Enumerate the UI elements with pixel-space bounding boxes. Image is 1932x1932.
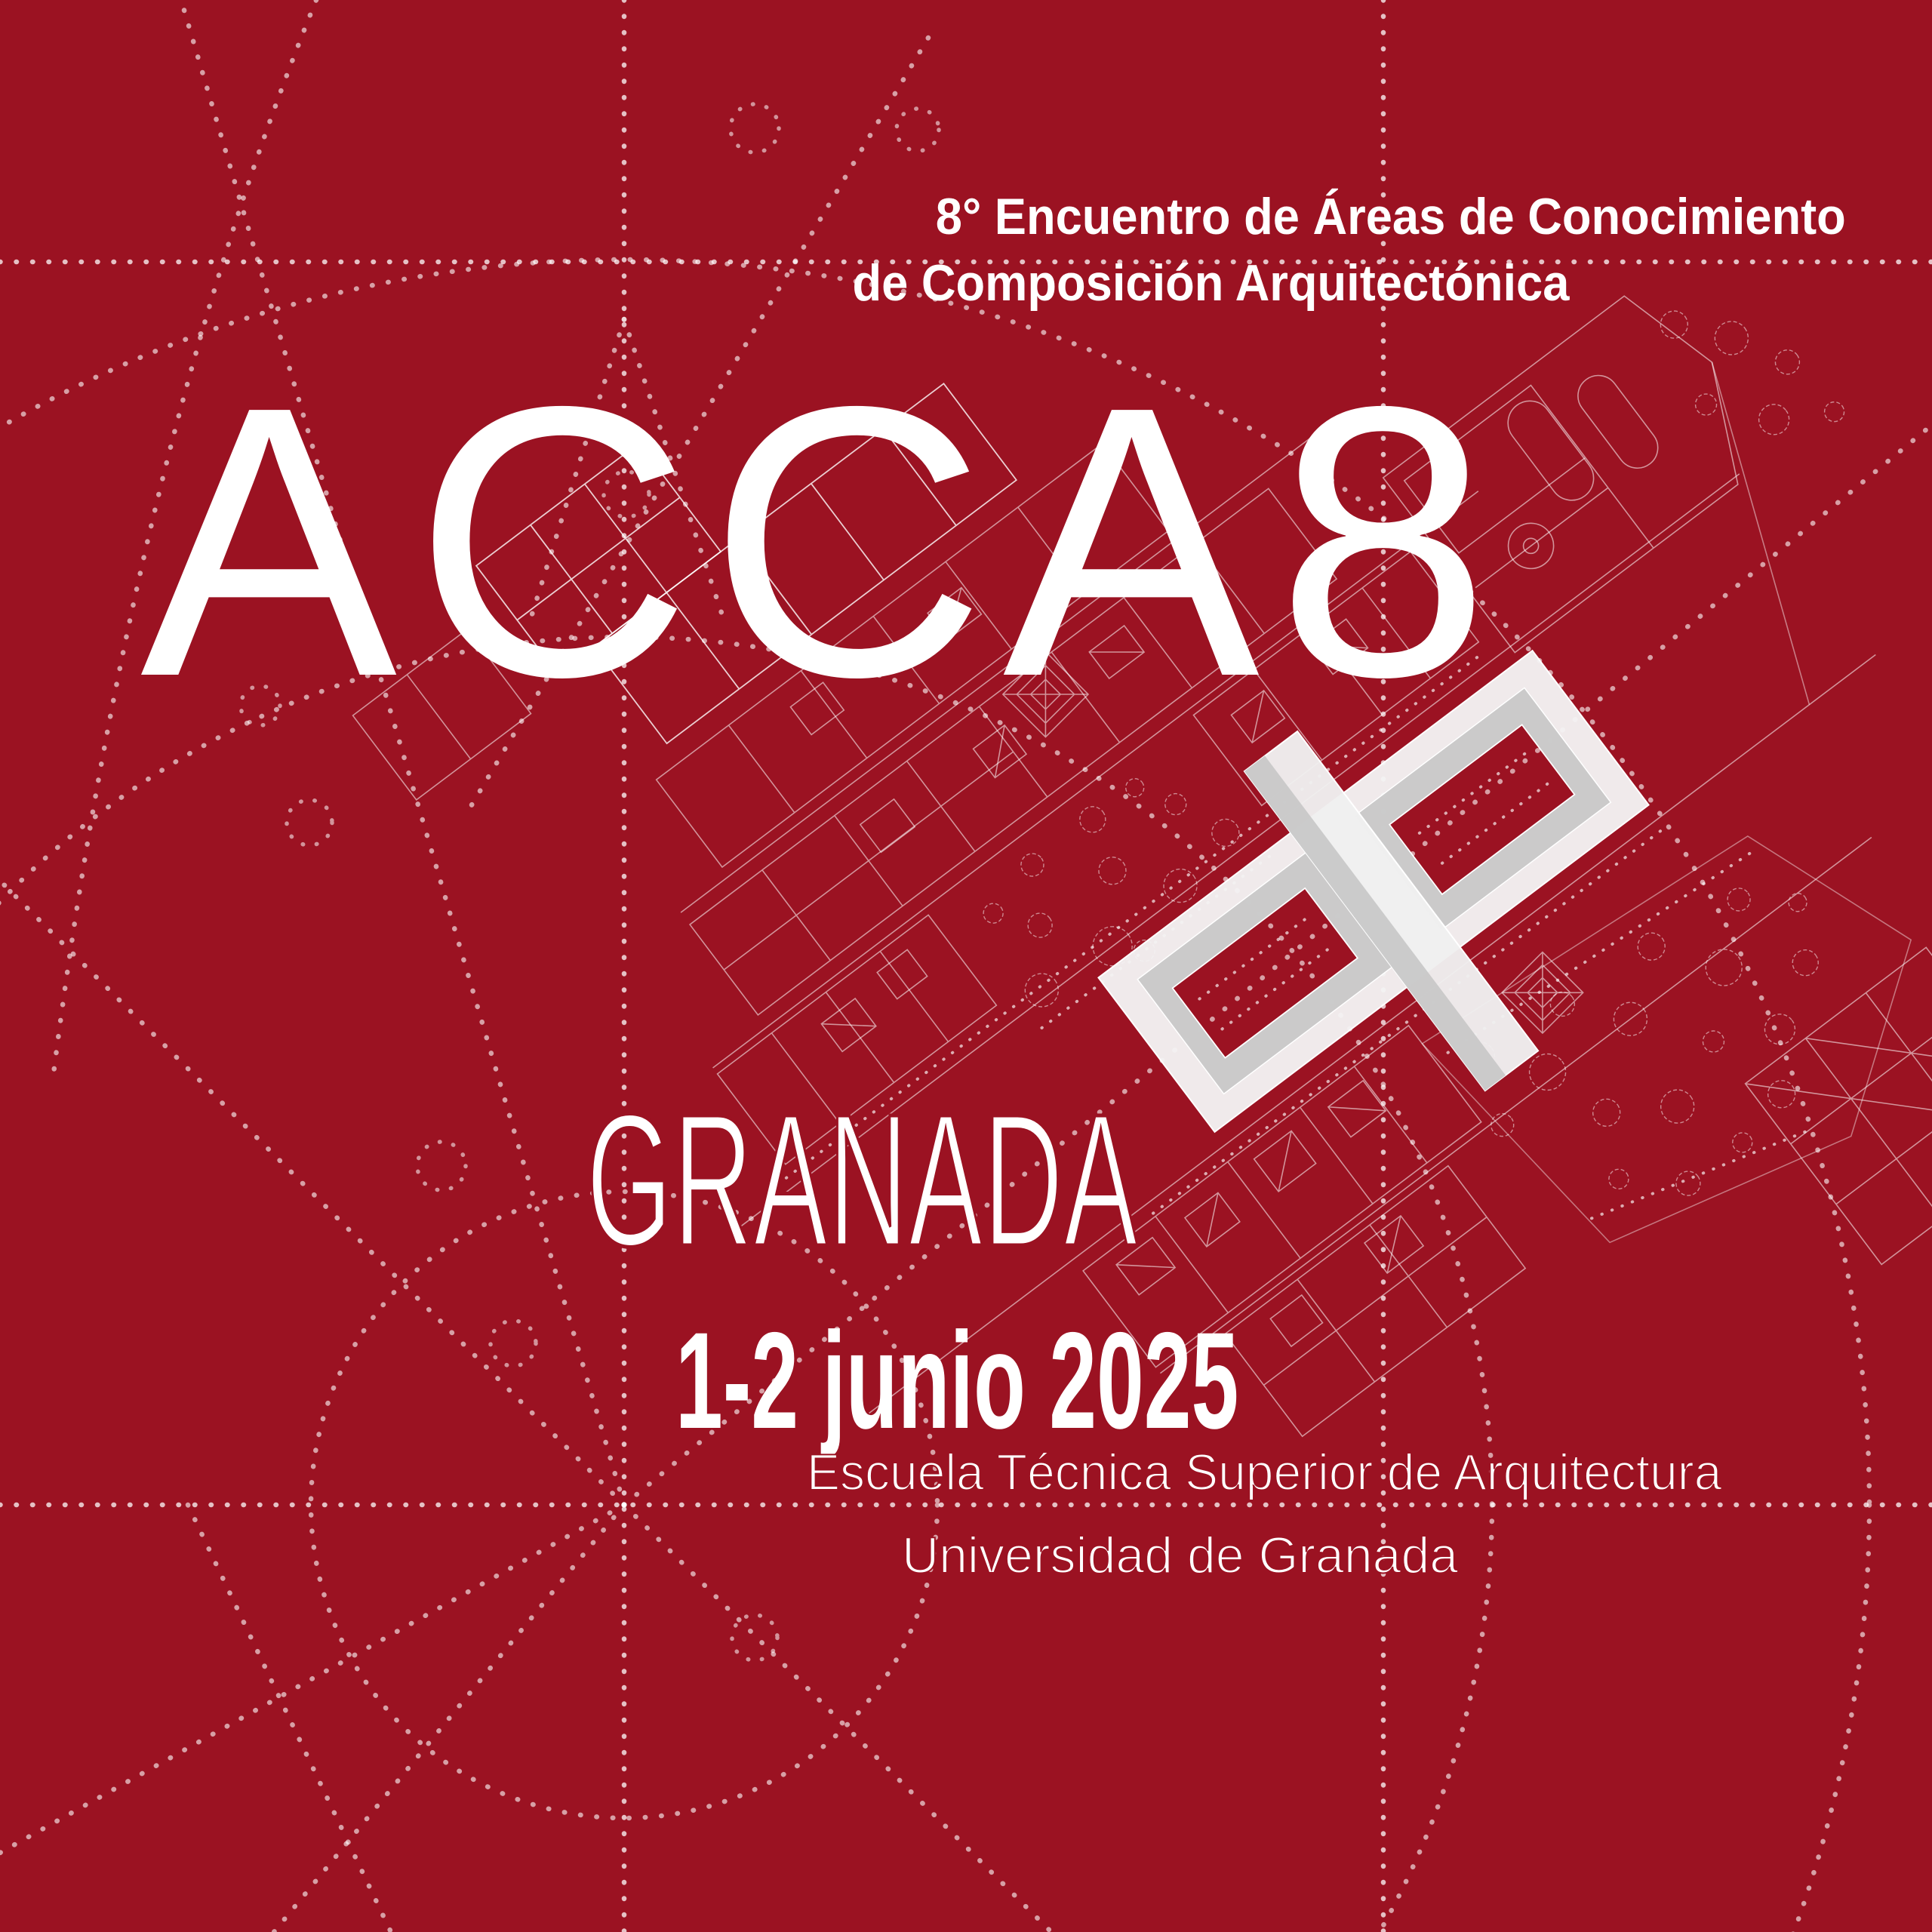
header-line-1: 8° Encuentro de Áreas de Conocimiento bbox=[935, 188, 1846, 245]
venue-university: Universidad de Granada bbox=[902, 1527, 1459, 1584]
header-line-2: de Composición Arquitectónica bbox=[852, 254, 1569, 312]
poster-title: ACCA8 bbox=[140, 327, 1507, 757]
venue-school: Escuela Técnica Superior de Arquitectura bbox=[807, 1444, 1722, 1501]
event-dates: 1-2 junio 2025 bbox=[675, 1303, 1239, 1457]
city-name: GRANADA bbox=[586, 1075, 1139, 1285]
